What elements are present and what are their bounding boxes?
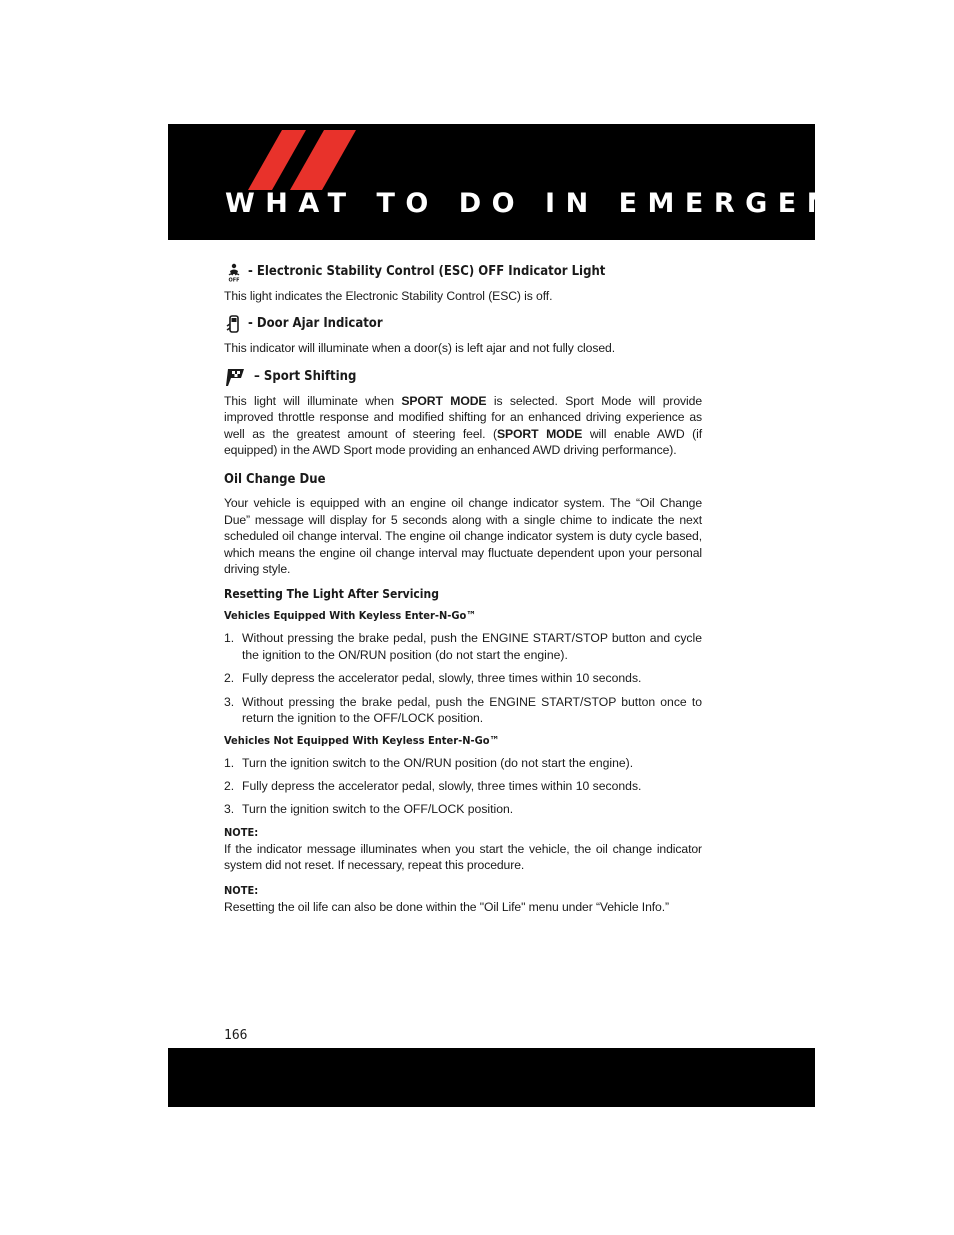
esc-description: This light indicates the Electronic Stability Control (ESC) is off. (224, 289, 553, 303)
sport-heading-text: – Sport Shifting (254, 368, 357, 384)
list-item: 2. Fully depress the accelerator pedal, slowly, three times within 10 seconds. (224, 778, 642, 793)
list-item: 2. Fully depress the accelerator pedal, slowly, three times within 10 seconds. (224, 671, 642, 686)
keyless-heading: Vehicles Equipped With Keyless Enter-N-Go™ (224, 609, 477, 623)
page-content (224, 262, 702, 925)
note-label: NOTE: (224, 883, 259, 897)
svg-text:OFF: OFF (228, 277, 240, 284)
nonkeyless-steps (224, 755, 702, 818)
sport-description: This light will illuminate when SPORT MODE is selected. Sport Mode will provide improved throttle response and modified shifting for an enhanced driving experience as well as the greatest amount of steering feel. (SPORT MODE will enable AWD (if equipped) in the AWD Sport mode providing an enhanced AWD driving performance). (224, 393, 702, 458)
esc-heading-text: - Electronic Stability Control (ESC) OFF Indicator Light (248, 264, 606, 279)
page-header (168, 124, 950, 240)
brand-stripes-logo (248, 130, 360, 190)
page-number: 166 (224, 1028, 248, 1043)
note-label: NOTE: (224, 825, 259, 839)
note-body: Resetting the oil life can also be done within the "Oil Life" menu under “Vehicle Info.” (224, 899, 669, 914)
list-item: 3. Turn the ignition switch to the OFF/LOCK position. (224, 802, 514, 817)
door-ajar-icon (224, 314, 244, 334)
door-heading-text: - Door Ajar Indicator (248, 316, 383, 332)
oil-change-description: Your vehicle is equipped with an engine oil change indicator system. The “Oil Change Due” message will display for 5 seconds along with a single chime to indicate the next scheduled oil change interval. The engine oil change indicator system is duty cycle based, which means the engine oil change interval may fluctuate dependent upon your personal driving style. (224, 496, 702, 577)
list-item: 3. Without pressing the brake pedal, push the ENGINE START/STOP button once to return the ignition to the OFF/LOCK position. (224, 694, 702, 726)
page-title: WHAT TO DO IN EMERGENCIES (225, 188, 950, 219)
page-footer (168, 1048, 815, 1107)
esc-off-icon (224, 262, 244, 282)
door-description: This indicator will illuminate when a door(s) is left ajar and not fully closed. (224, 341, 615, 356)
oil-change-heading: Oil Change Due (224, 472, 326, 488)
sport-heading (224, 367, 702, 387)
reset-heading: Resetting The Light After Servicing (224, 587, 439, 602)
list-item: 1. Without pressing the brake pedal, push the ENGINE START/STOP button and cycle the ignition to the ON/RUN position (do not start the engine). (224, 631, 702, 662)
nonkeyless-heading: Vehicles Not Equipped With Keyless Enter-N-Go™ (224, 733, 500, 747)
door-heading (224, 314, 702, 334)
sport-flag-icon (224, 367, 250, 387)
keyless-steps (224, 630, 702, 726)
list-item: 1. Turn the ignition switch to the ON/RUN position (do not start the engine). (224, 755, 634, 770)
note-body: If the indicator message illuminates when you start the vehicle, the oil change indicator system did not reset. If necessary, repeat this procedure. (224, 841, 702, 873)
esc-heading (224, 262, 702, 282)
